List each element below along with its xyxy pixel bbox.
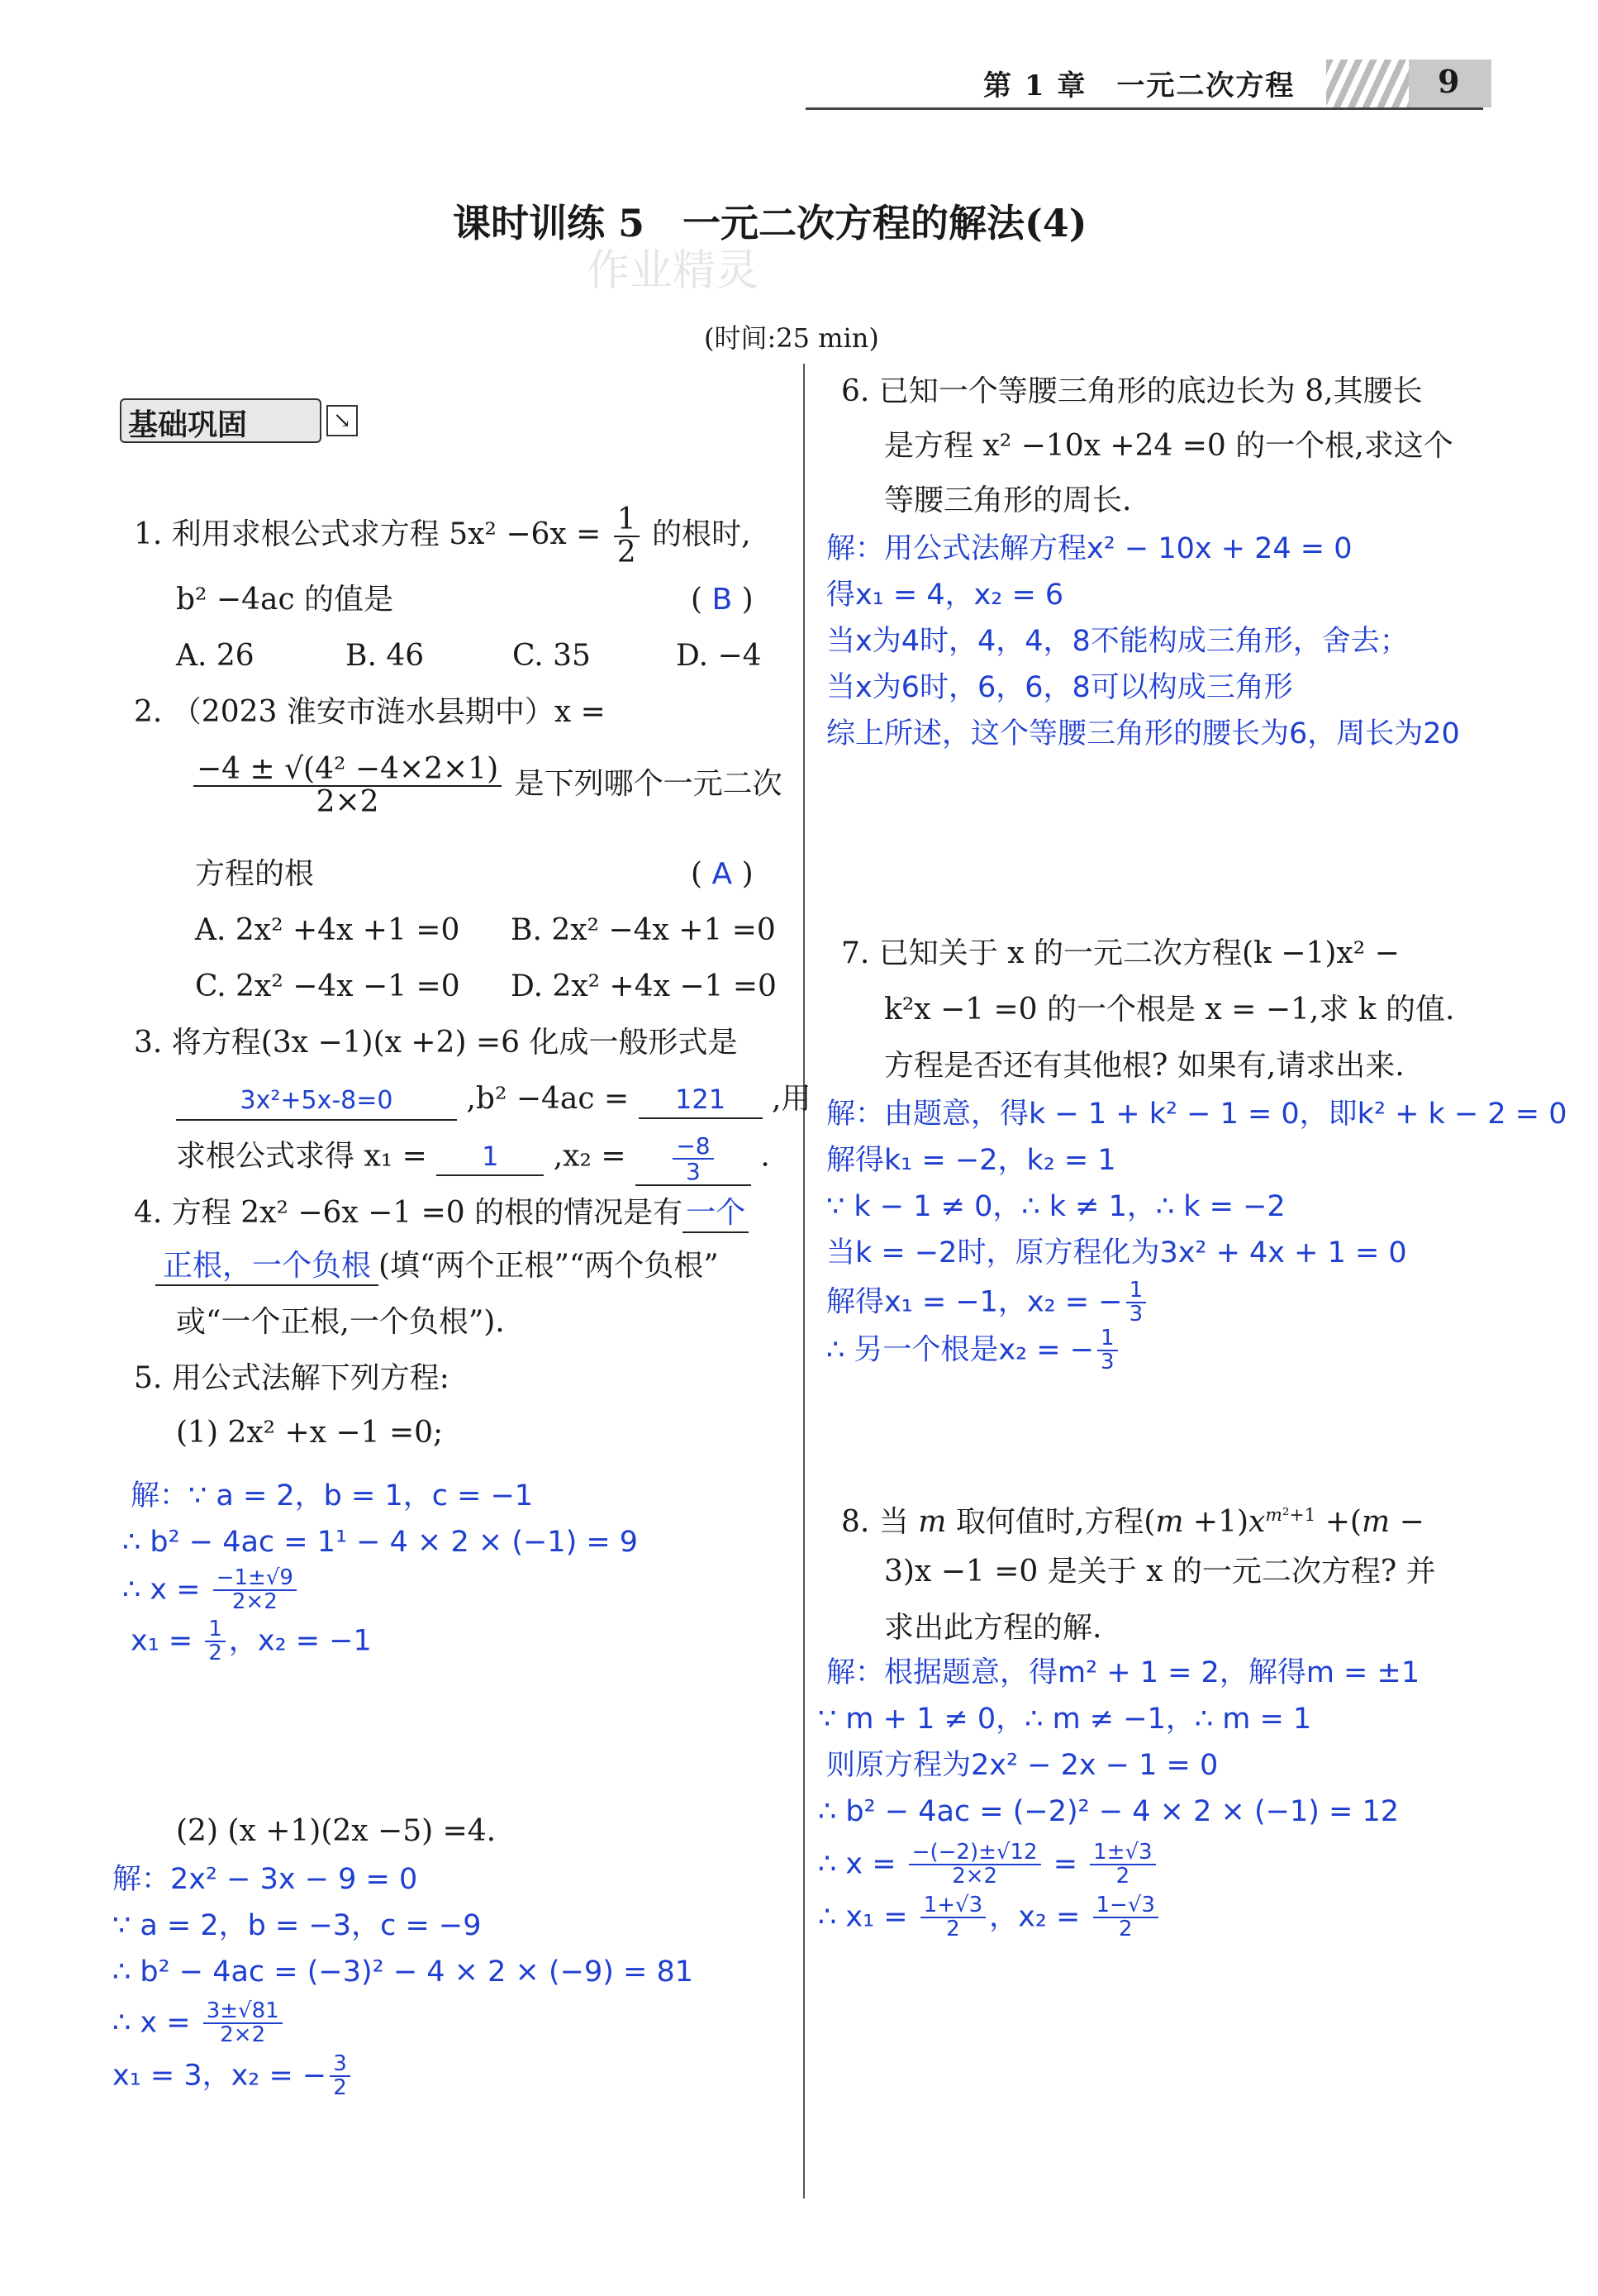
q1-option-c: C. 35 xyxy=(512,639,591,673)
q1-fraction: $\frac{1}{2}$ xyxy=(614,504,640,569)
q6-ans-line3: 当x为4时，4，4，8不能构成三角形，舍去； xyxy=(826,625,1409,658)
q3-blank-x2: $\frac{-8}{3}$ xyxy=(635,1134,751,1186)
column-divider xyxy=(803,364,805,2198)
q4-blank-part1: 一个 xyxy=(682,1195,749,1233)
q3-blank-x1: 1 xyxy=(436,1138,544,1176)
q2-answer-value: A xyxy=(711,857,733,891)
q2-expression: $\frac{\text{−4 ± √(4² −4×2×1)}}{2\times 2}$ 是下列哪个一元二次 xyxy=(190,754,782,818)
q2-line1: 2. （2023 淮安市涟水县期中）x = xyxy=(134,695,606,729)
q4-line3: 或“一个正根,一个负根”). xyxy=(176,1305,505,1339)
q6-line2: 是方程 x² −10x +24 =0 的一个根,求这个 xyxy=(884,429,1453,463)
q1-text: 1. 利用求根公式求方程 5x² −6x = xyxy=(134,517,602,551)
q2-answer: ( A ) xyxy=(691,857,754,891)
q1-option-a: A. 26 xyxy=(176,639,254,673)
q5-a1-line1: 解：∵ a = 2，b = 1，c = −1 xyxy=(131,1479,534,1512)
q8-ans-line1: 解：根据题意，得m² + 1 = 2，解得m = ±1 xyxy=(826,1656,1420,1689)
q5-part2: (2) (x +1)(2x −5) =4. xyxy=(176,1814,497,1848)
q3-line2: 3x²+5x-8=0 ,b² −4ac = 121 ,用 xyxy=(176,1081,811,1121)
q6-ans-line2: 得x₁ = 4，x₂ = 6 xyxy=(826,579,1064,612)
q1-line2: b² −4ac 的值是 xyxy=(176,583,394,617)
q7-line1: 7. 已知关于 x 的一元二次方程(k −1)x² − xyxy=(841,936,1400,970)
q4-line2: 正根，一个负根 (填“两个正根”“两个负根” xyxy=(155,1248,719,1286)
q8-line3: 求出此方程的解. xyxy=(884,1611,1102,1645)
q2-line3: 方程的根 xyxy=(195,857,315,891)
q4-blank-part2: 正根，一个负根 xyxy=(155,1248,378,1286)
q7-ans-line1: 解：由题意，得k − 1 + k² − 1 = 0，即k² + k − 2 = 0 xyxy=(826,1098,1567,1131)
q6-ans-line4: 当x为6时，6，6，8可以构成三角形 xyxy=(826,671,1293,704)
q5-part1: (1) 2x² +x −1 =0; xyxy=(176,1416,444,1450)
q5-a1-line2: ∴ b² − 4ac = 1¹ − 4 × 2 × (−1) = 9 xyxy=(122,1526,639,1559)
q5-a1-line3: ∴ x = $\frac{-1\pm√9}{2\times 2}$ xyxy=(122,1567,300,1614)
q2-option-d: D. 2x² +4x −1 =0 xyxy=(511,969,777,1003)
question-1: 1. 利用求根公式求方程 5x² −6x = $\frac{1}{2}$ 的根时, xyxy=(134,503,751,569)
q6-ans-line1: 解：用公式法解方程x² − 10x + 24 = 0 xyxy=(826,532,1353,565)
q6-line1: 6. 已知一个等腰三角形的底边长为 8,其腰长 xyxy=(841,374,1423,408)
header-chapter: 第 1 章 一元二次方程 xyxy=(983,69,1296,102)
section-label-text: 基础巩固 xyxy=(128,408,248,442)
q8-line1: 8. 当 m 取何值时,方程$(m +1)x^{m^2+1} +(m$ − xyxy=(841,1505,1424,1539)
q8-ans-line5: ∴ x = $\frac{-(-2)\pm√12}{2\times 2}$ = $\frac{1\pm√3}{2}$ xyxy=(818,1841,1159,1889)
q6-line3: 等腰三角形的周长. xyxy=(884,483,1132,517)
q2-option-a: A. 2x² +4x +1 =0 xyxy=(195,913,460,947)
q8-line2: 3)x −1 =0 是关于 x 的一元二次方程? 并 xyxy=(884,1555,1436,1589)
time-limit: (时间:25 min) xyxy=(704,322,879,354)
q7-line2: k²x −1 =0 的一个根是 x = −1,求 k 的值. xyxy=(884,993,1455,1027)
q5-a2-line2: ∵ a = 2，b = −3，c = −9 xyxy=(112,1909,482,1942)
q3-blank-general-form: 3x²+5x-8=0 xyxy=(176,1083,457,1121)
q8-ans-line4: ∴ b² − 4ac = (−2)² − 4 × 2 × (−1) = 12 xyxy=(818,1795,1399,1828)
q5-a2-line5: x₁ = 3，x₂ = − $\frac{3}{2}$ xyxy=(112,2053,354,2100)
q7-ans-line5: 解得x₁ = −1，x₂ = − $\frac{1}{3}$ xyxy=(826,1279,1149,1327)
q6-ans-line5: 综上所述，这个等腰三角形的腰长为6，周长为20 xyxy=(826,717,1460,750)
q5-line1: 5. 用公式法解下列方程: xyxy=(134,1361,449,1395)
q7-ans-line2: 解得k₁ = −2，k₂ = 1 xyxy=(826,1144,1116,1177)
watermark: 作业精灵 xyxy=(587,246,759,296)
q7-ans-line4: 当k = −2时，原方程化为3x² + 4x + 1 = 0 xyxy=(826,1236,1407,1269)
q3-line3: 求根公式求得 x₁ = 1 ,x₂ = $\frac{-8}{3}$ . xyxy=(176,1132,770,1186)
q1-answer: ( B ) xyxy=(691,583,754,617)
q8-ans-line6: ∴ x₁ = $\frac{1+√3}{2}$ ，x₂ = $\frac{1-√3}{2}$ xyxy=(818,1894,1162,1941)
q8-ans-line2: ∵ m + 1 ≠ 0，∴ m ≠ −1，∴ m = 1 xyxy=(818,1703,1312,1736)
q4-line1: 4. 方程 2x² −6x −1 =0 的根的情况是有 一个 xyxy=(134,1195,749,1233)
q2-option-b: B. 2x² −4x +1 =0 xyxy=(511,913,776,947)
section-label xyxy=(120,398,359,441)
q3-blank-discriminant: 121 xyxy=(639,1081,763,1119)
arrow-icon: ↘ xyxy=(326,405,358,436)
q8-ans-line3: 则原方程为2x² − 2x − 1 = 0 xyxy=(826,1749,1219,1782)
q5-a2-line1: 解：2x² − 3x − 9 = 0 xyxy=(112,1863,418,1896)
q7-ans-line3: ∵ k − 1 ≠ 0，∴ k ≠ 1，∴ k = −2 xyxy=(826,1190,1286,1223)
q7-line3: 方程是否还有其他根? 如果有,请求出来. xyxy=(884,1049,1405,1083)
q5-a1-line4: x₁ = $\frac{1}{2}$ ，x₂ = −1 xyxy=(131,1617,372,1666)
q2-option-c: C. 2x² −4x −1 =0 xyxy=(195,969,460,1003)
q1-option-b: B. 46 xyxy=(345,639,425,673)
page-number: 9 xyxy=(1438,63,1460,100)
q5-a2-line3: ∴ b² − 4ac = (−3)² − 4 × 2 × (−9) = 81 xyxy=(112,1955,693,1989)
header-stripes xyxy=(1326,60,1409,107)
page-title: 课时训练 5 一元二次方程的解法(4) xyxy=(453,201,1087,245)
page-header xyxy=(806,60,1496,111)
q7-ans-line6: ∴ 另一个根是x₂ = − $\frac{1}{3}$ xyxy=(826,1327,1121,1374)
header-rule xyxy=(806,107,1483,110)
q3-line1: 3. 将方程(3x −1)(x +2) =6 化成一般形式是 xyxy=(134,1026,738,1060)
q1-option-d: D. −4 xyxy=(676,639,762,673)
q5-a2-line4: ∴ x = $\frac{3\pm√81}{2\times 2}$ xyxy=(112,2000,286,2047)
q1-answer-value: B xyxy=(711,583,733,617)
